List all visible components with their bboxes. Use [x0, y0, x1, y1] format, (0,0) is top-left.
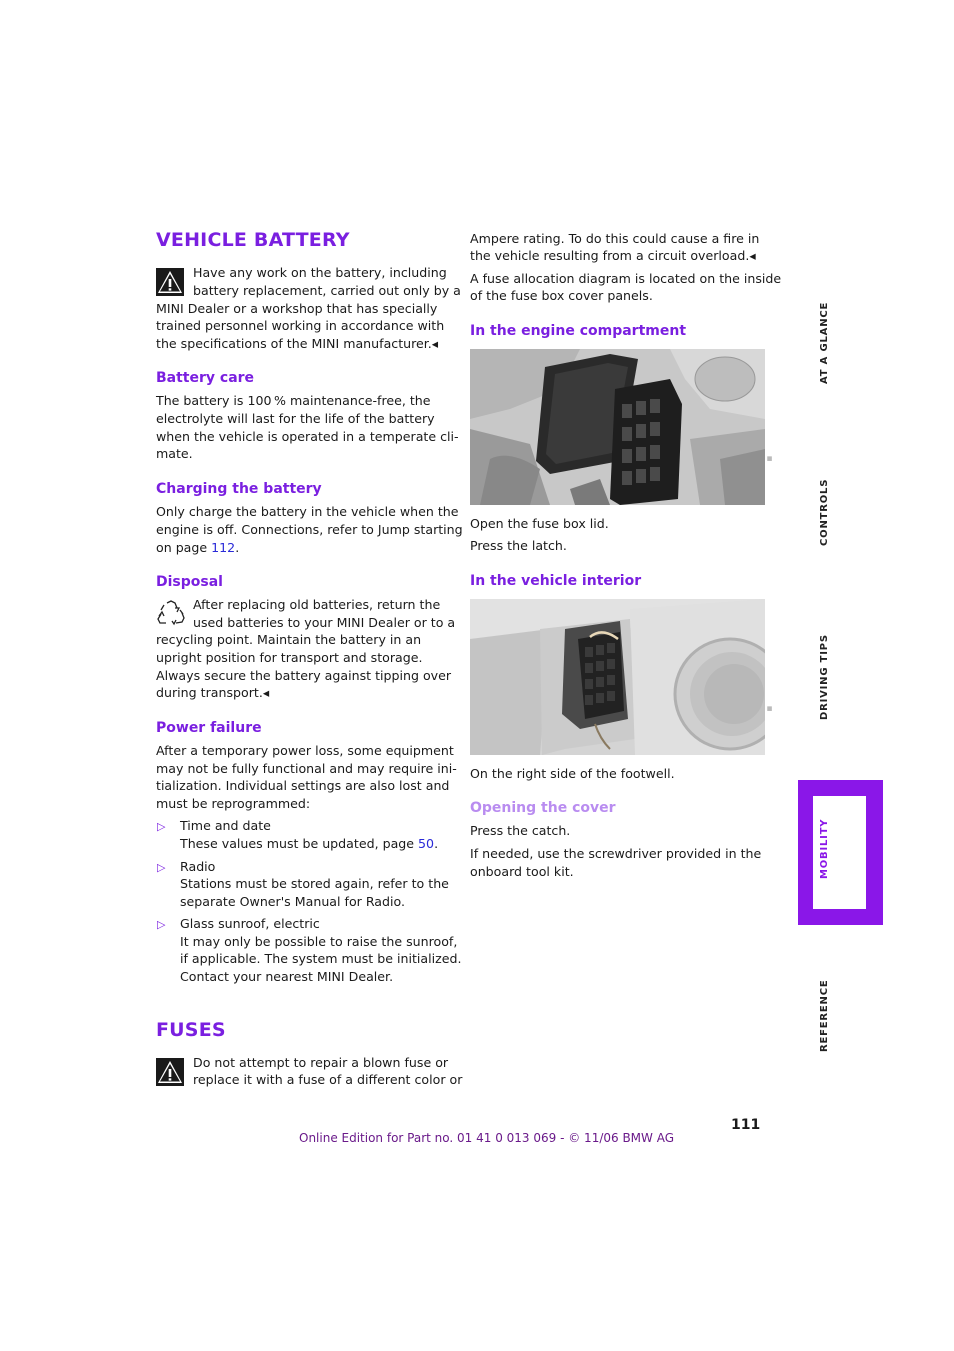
power-failure-heading: Power failure: [156, 720, 262, 736]
battery-care-line: mate.: [156, 446, 193, 461]
bullet3-title: Glass sunroof, electric: [180, 916, 320, 931]
bullet2-line: Stations must be stored again, refer to the: [180, 876, 449, 891]
opening-line1: Press the catch.: [470, 823, 571, 838]
power-failure-line: After a temporary power loss, some equipment: [156, 743, 454, 758]
disposal-line: upright position for transport and storage.: [156, 650, 423, 665]
recycle-icon: [156, 599, 186, 627]
photo-code-engine: ■: [766, 455, 773, 462]
bullet1-title: Time and date: [180, 818, 271, 833]
diagram-line: of the fuse box cover panels.: [470, 288, 653, 303]
opening-line2: If needed, use the screwdriver provided in the: [470, 846, 762, 861]
battery-care-line: The battery is 100 % maintenance-free, the: [156, 393, 431, 408]
disposal-line: during transport.◂: [156, 685, 270, 700]
warning2-line: replace it with a fuse of a different color or: [193, 1072, 463, 1087]
charging-heading: Charging the battery: [156, 481, 322, 497]
continued-line: Ampere rating. To do this could cause a fire in: [470, 231, 760, 246]
bullet-arrow-icon: ▷: [157, 918, 166, 931]
sidebar-tab-driving-tips[interactable]: DRIVING TIPS: [819, 634, 830, 720]
sidebar-active-tab[interactable]: [798, 780, 883, 925]
disposal-line: recycling point. Maintain the battery in an: [156, 632, 422, 647]
bullet1-detail: [180, 835, 438, 853]
bullet3-line: It may only be possible to raise the sunroof,: [180, 934, 458, 949]
warning2-line: Do not attempt to repair a blown fuse or: [193, 1055, 449, 1070]
warning1-line: battery replacement, carried out only by a: [193, 283, 461, 298]
disposal-line: used batteries to your MINI Dealer or to a: [193, 615, 456, 630]
warning-triangle-icon: [156, 1058, 184, 1086]
disposal-heading: Disposal: [156, 574, 223, 590]
power-failure-line: must be reprogrammed:: [156, 796, 311, 811]
warning1-line: Have any work on the battery, including: [193, 265, 447, 280]
warning1-line: MINI Dealer or a workshop that has specially: [156, 301, 438, 316]
bullet3-line: Contact your nearest MINI Dealer.: [180, 969, 394, 984]
charging-page-prefix: on page: [156, 540, 212, 555]
page-number: 111: [731, 1117, 761, 1133]
engine-fuse-box-photo: [470, 349, 765, 505]
charging-line: engine is off. Connections, refer to Jump starting: [156, 522, 463, 537]
charging-page-suffix: .: [235, 540, 240, 555]
photo-code-interior: ■: [766, 705, 773, 712]
warning-triangle-icon: [156, 268, 184, 296]
bullet-arrow-icon: ▷: [157, 820, 166, 833]
vehicle-battery-title: VEHICLE BATTERY: [156, 229, 350, 251]
sidebar-tab-controls[interactable]: CONTROLS: [819, 478, 830, 546]
warning1-line: the specifications of the MINI manufacturer.◂: [156, 336, 439, 351]
power-failure-line: tialization. Individual settings are also lost and: [156, 778, 450, 793]
continued-line: the vehicle resulting from a circuit overload.◂: [470, 248, 756, 263]
bullet1-prefix: These values must be updated, page: [180, 836, 419, 851]
sidebar-tab-reference[interactable]: REFERENCE: [819, 979, 830, 1052]
opening-cover-heading: Opening the cover: [470, 800, 616, 816]
fuses-title: FUSES: [156, 1019, 226, 1041]
engine-caption2: Press the latch.: [470, 538, 567, 553]
interior-fuse-box-photo: [470, 599, 765, 755]
vehicle-interior-heading: In the vehicle interior: [470, 573, 642, 589]
footer-edition: Online Edition for Part no. 01 41 0 013 069 - © 11/06 BMW AG: [299, 1131, 675, 1145]
bullet3-line: if applicable. The system must be initialized.: [180, 951, 462, 966]
sidebar-tab-mobility[interactable]: MOBILITY: [819, 818, 830, 879]
power-failure-line: may not be fully functional and may require ini-: [156, 761, 457, 776]
charging-line: Only charge the battery in the vehicle when the: [156, 504, 459, 519]
bullet1-suffix: .: [434, 836, 439, 851]
bullet2-title: Radio: [180, 859, 216, 874]
disposal-line: Always secure the battery against tipping over: [156, 668, 452, 683]
interior-caption: On the right side of the footwell.: [470, 766, 675, 781]
sidebar-tab-at-a-glance[interactable]: AT A GLANCE: [819, 301, 830, 384]
battery-care-line: when the vehicle is operated in a temperate cli-: [156, 429, 459, 444]
diagram-line: A fuse allocation diagram is located on the inside: [470, 271, 782, 286]
warning1-line: trained personnel working in accordance with: [156, 318, 445, 333]
page-link-50[interactable]: 50: [418, 836, 435, 851]
opening-line2: onboard tool kit.: [470, 864, 574, 879]
engine-caption1: Open the fuse box lid.: [470, 516, 609, 531]
bullet-arrow-icon: ▷: [157, 861, 166, 874]
bullet2-line: separate Owner's Manual for Radio.: [180, 894, 406, 909]
disposal-line: After replacing old batteries, return the: [193, 597, 441, 612]
battery-care-heading: Battery care: [156, 370, 255, 386]
charging-page-ref: [156, 539, 239, 557]
page-link-112[interactable]: 112: [211, 540, 236, 555]
engine-compartment-heading: In the engine compartment: [470, 323, 687, 339]
battery-care-line: electrolyte will last for the life of the battery: [156, 411, 435, 426]
